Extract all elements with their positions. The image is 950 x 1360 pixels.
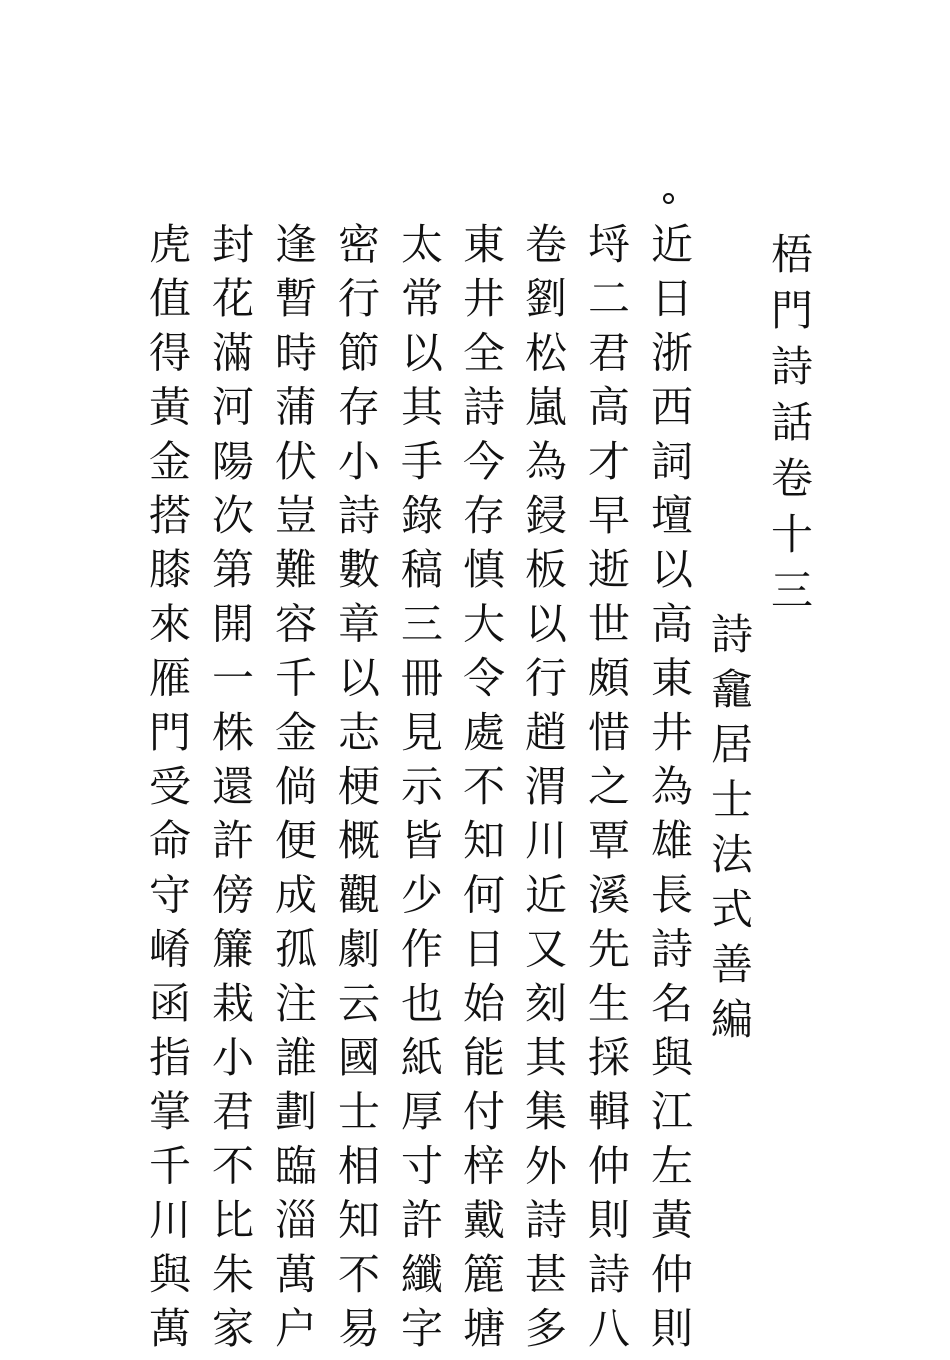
text-column-9: 虎值得黃金搭膝來雁門受命守崤函指掌千川與萬 [143, 222, 192, 1360]
text-column-3: 卷劉松嵐為鋟板以行趙渭川近又刻其集外詩甚多 [519, 222, 568, 1360]
author-line: 詩龕居士法式善編 [705, 612, 754, 1052]
text-column-8: 封花滿河陽次第開一株還許傍簾栽小君不比朱家 [206, 222, 255, 1360]
text-column-4: 東井全詩今存慎大令處不知何日始能付梓戴簏塘 [457, 222, 506, 1360]
paragraph-mark-icon [663, 193, 674, 204]
page-title: 梧門詩話卷十三 [765, 232, 814, 624]
text-column-7: 逢暫時蒲伏豈難容千金倘便成孤注誰劃臨淄萬户 [269, 222, 318, 1360]
text-column-6: 密行節存小詩數章以志梗概觀劇云國士相知不易 [332, 222, 381, 1360]
text-column-5: 太常以其手錄稿三冊見示皆少作也紙厚寸許纖字 [395, 222, 444, 1360]
text-column-1: 近日浙西詞壇以高東井為雄長詩名與江左黃仲則 [645, 222, 694, 1360]
text-column-2: 埒二君高才早逝世頗惜之覃溪先生採輯仲則詩八 [582, 222, 631, 1360]
